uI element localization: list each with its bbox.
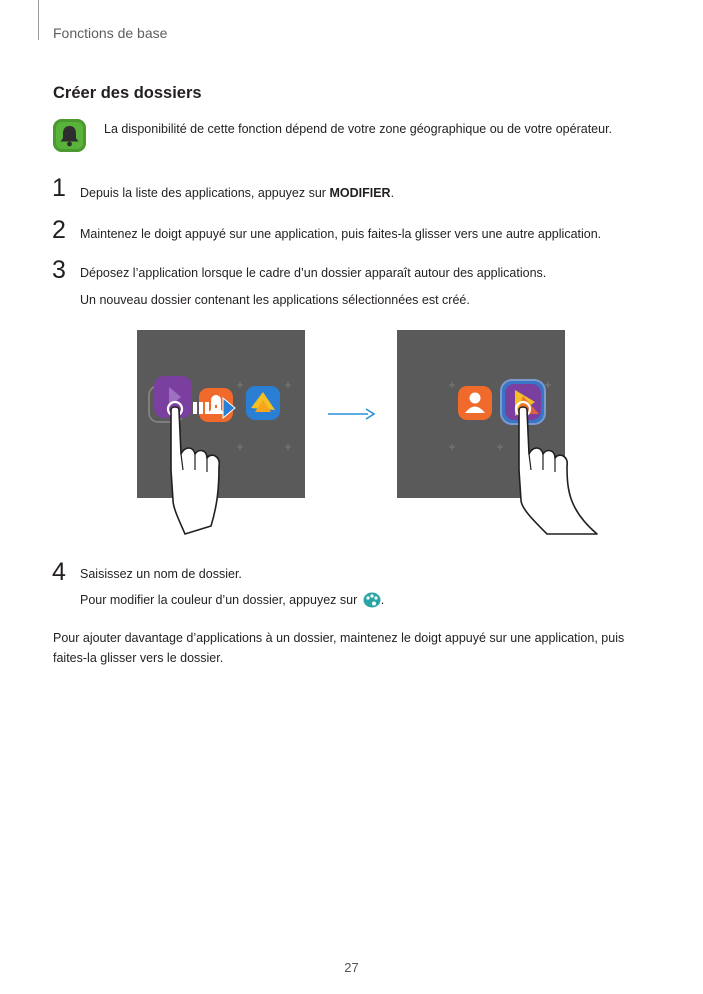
footer-paragraph: Pour ajouter davantage d’applications à un dossier, maintenez le doigt appuyé sur une application, puis faites-la glisser vers le dossier. (53, 631, 625, 665)
modifier-label: MODIFIER (329, 186, 391, 200)
step-text: Depuis la liste des applications, appuyez sur MODIFIER. (80, 186, 395, 200)
step-number: 2 (52, 216, 66, 244)
section-header: Fonctions de base (53, 25, 168, 41)
step-sub-text: Un nouveau dossier contenant les applications sélectionnées est créé. (80, 293, 470, 307)
step-number: 4 (52, 558, 66, 586)
step-sub-text: Pour modifier la couleur d’un dossier, appuyez sur . (80, 591, 384, 613)
step-number: 1 (52, 174, 66, 202)
illustration-before (137, 330, 307, 540)
step-text: Saisissez un nom de dossier. (80, 567, 242, 581)
illustration-after (397, 330, 607, 540)
note-bell-icon (53, 119, 86, 152)
header-rule (38, 0, 39, 40)
step-text: Maintenez le doigt appuyé sur une application, puis faites-la glisser vers une autre application. (80, 227, 602, 241)
palette-icon (363, 592, 381, 613)
page-title: Créer des dossiers (53, 84, 202, 102)
transition-arrow (328, 407, 376, 425)
page-number: 27 (344, 960, 359, 975)
step-text: Déposez l’application lorsque le cadre d’un dossier apparaît autour des applications. (80, 266, 547, 280)
step-number: 3 (52, 256, 66, 284)
note-text: La disponibilité de cette fonction dépend de votre zone géographique ou de votre opérateur. (104, 122, 613, 136)
